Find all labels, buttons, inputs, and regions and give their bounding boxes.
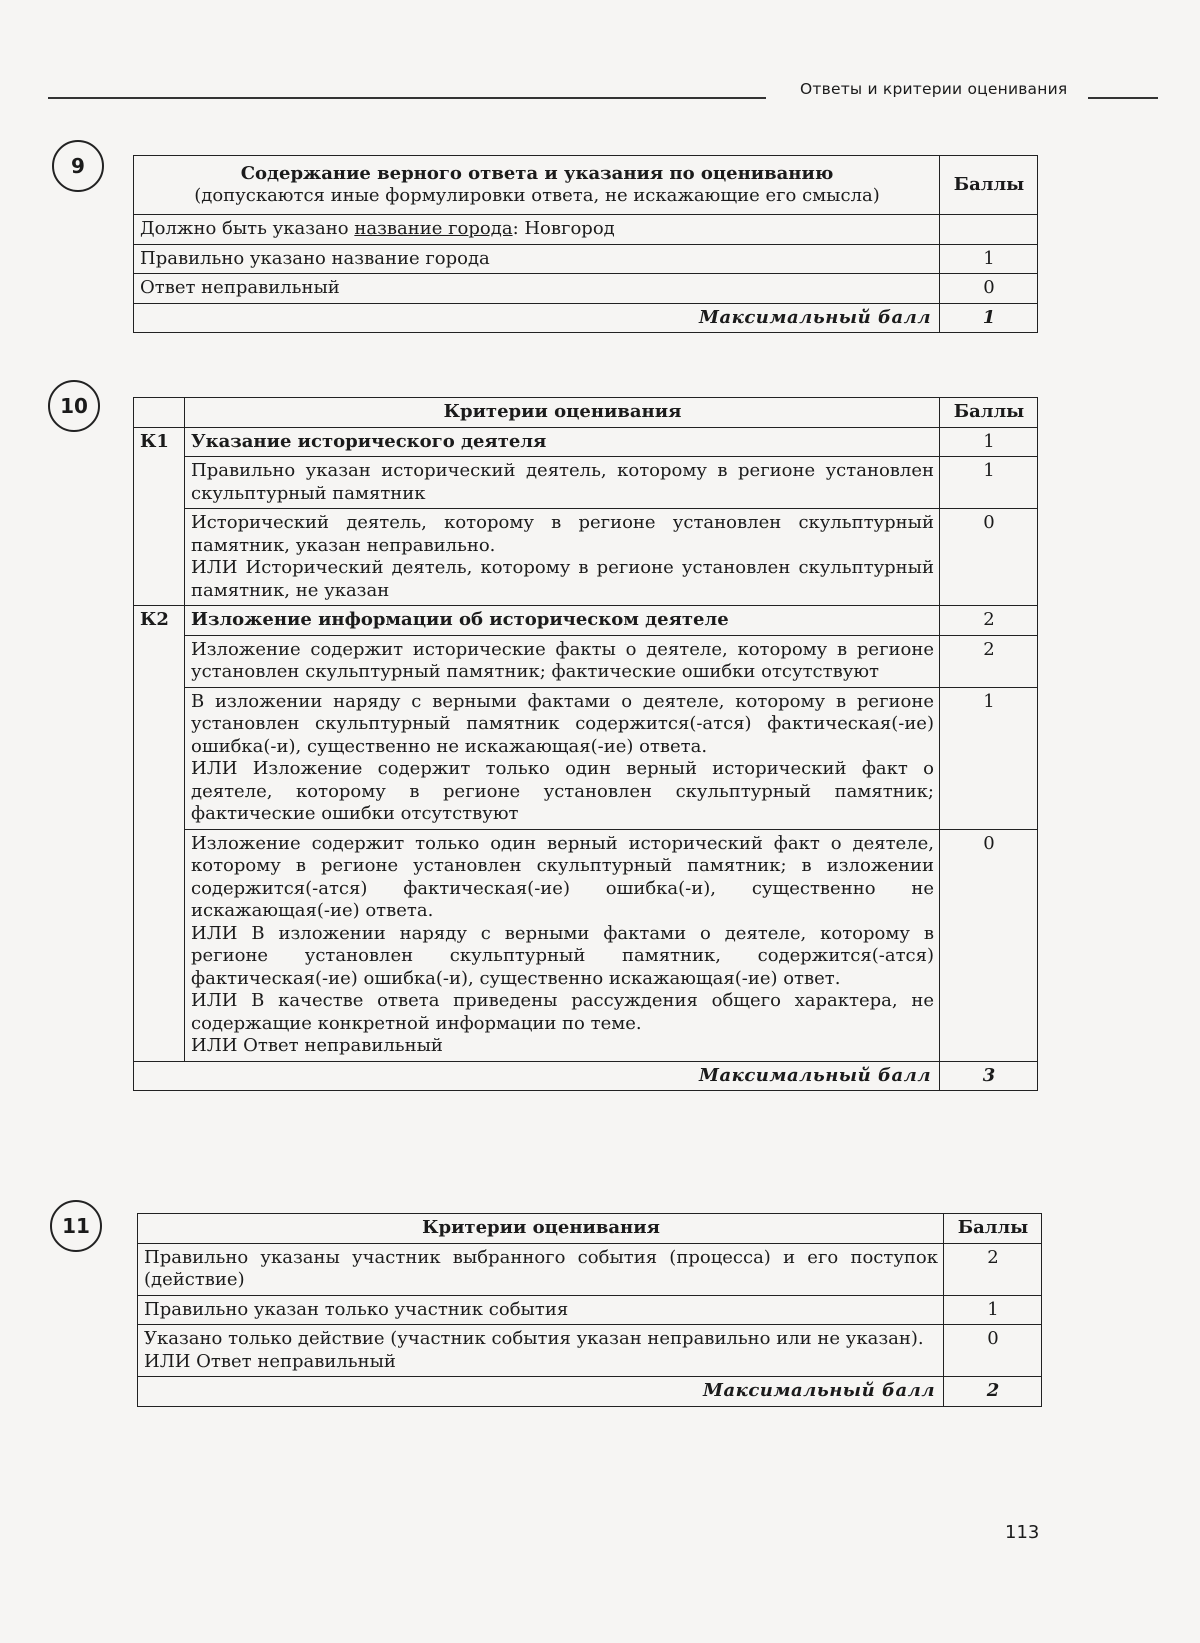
criterion-text: Правильно указано название города [134, 244, 940, 274]
content-header-line2: (допускаются иные формулировки ответа, не искажающие его смысла) [194, 185, 880, 206]
criterion-score: 1 [940, 244, 1038, 274]
task-10-table [133, 397, 1038, 1091]
criterion-score: 1 [940, 457, 1038, 509]
page-header [48, 78, 1158, 108]
criterion-score: 0 [944, 1325, 1042, 1377]
score-header: Баллы [944, 1214, 1042, 1244]
table-row [138, 1325, 1042, 1377]
criterion-text-part: Изложение содержит только один верный исторический факт о деятеле, которому в регионе установлен скульптурный памятник; в изложении содержится(-атся) фактическая(-ие) ошибка(-и), существенно не искажающая(-ие) ответа. [191, 832, 934, 921]
task-9-number: 9 [52, 140, 104, 192]
criterion-text-part: ИЛИ В изложении наряду с верными фактами о деятеле, которому в регионе установлен скульптурный памятник, содержится(-атся) фактическая(-ие) ошибка(-и), существенно искажающая(-ие) ответ. [191, 922, 934, 989]
table-header-row [134, 156, 1038, 215]
answer-cell [134, 215, 940, 245]
criterion-code-k1: К1 [134, 427, 185, 606]
max-score-value: 2 [944, 1377, 1042, 1407]
criterion-text-part: ИЛИ Ответ неправильный [144, 1350, 396, 1372]
header-rule-right [1088, 97, 1158, 99]
code-header-empty [134, 398, 185, 428]
criterion-text: Правильно указаны участник выбранного события (процесса) и его поступок (действие) [138, 1243, 944, 1295]
max-score-value: 1 [940, 303, 1038, 333]
answer-row [134, 215, 1038, 245]
answer-underlined: название города [354, 218, 513, 239]
content-header-line1: Содержание верного ответа и указания по оцениванию [240, 162, 834, 184]
max-score-row [134, 303, 1038, 333]
criterion-text-part: В изложении наряду с верными фактами о деятеле, которому в регионе установлен скульптурный памятник содержится(-атся) фактическая(-ие) ошибка(-и), существенно не искажающая(-ие) ответа. [191, 690, 934, 757]
criterion-score: 0 [940, 829, 1038, 1061]
criterion-group-row [134, 427, 1038, 457]
page-number: 113 [1005, 1522, 1040, 1543]
criterion-score: 2 [940, 635, 1038, 687]
criterion-text: Изложение содержит исторические факты о деятеле, которому в регионе установлен скульптурный памятник; фактические ошибки отсутствуют [185, 635, 940, 687]
answer-score-empty [940, 215, 1038, 245]
task-10-number: 10 [48, 380, 100, 432]
criterion-text-part: ИЛИ Ответ неправильный [191, 1035, 443, 1056]
max-score-row [138, 1377, 1042, 1407]
max-score-label: Максимальный балл [138, 1377, 944, 1407]
table-row [134, 829, 1038, 1061]
task-9-table [133, 155, 1038, 333]
criterion-group-row [134, 606, 1038, 636]
table-row [138, 1295, 1042, 1325]
criterion-text-part: ИЛИ Исторический деятель, которому в регионе установлен скульптурный памятник, не указан [191, 557, 934, 601]
max-score-label: Максимальный балл [134, 1061, 940, 1091]
criterion-code-k2: К2 [134, 606, 185, 1062]
criterion-score: 2 [944, 1243, 1042, 1295]
max-score-value: 3 [940, 1061, 1038, 1091]
table-row [138, 1243, 1042, 1295]
criterion-text-part: ИЛИ Изложение содержит только один верный исторический факт о деятеле, которому в регионе установлен скульптурный памятник; фактические ошибки отсутствуют [191, 758, 934, 824]
table-row [134, 274, 1038, 304]
table-row [134, 509, 1038, 606]
criteria-header: Критерии оценивания [185, 398, 940, 428]
criterion-text [138, 1325, 944, 1377]
header-rule-left [48, 97, 766, 99]
table-header-row [134, 398, 1038, 428]
criterion-score: 1 [940, 427, 1038, 457]
max-score-row [134, 1061, 1038, 1091]
criterion-title: Изложение информации об историческом деятеле [185, 606, 940, 636]
criterion-text-part: Исторический деятель, которому в регионе установлен скульптурный памятник, указан неправильно. [191, 512, 934, 556]
score-header: Баллы [940, 398, 1038, 428]
criteria-header: Критерии оценивания [138, 1214, 944, 1244]
score-header: Баллы [940, 156, 1038, 215]
task-11-number: 11 [50, 1200, 102, 1252]
max-score-label: Максимальный балл [134, 303, 940, 333]
table-row [134, 457, 1038, 509]
content-header [134, 156, 940, 215]
criterion-text: Правильно указан исторический деятель, которому в регионе установлен скульптурный памятник [185, 457, 940, 509]
criterion-score: 1 [940, 687, 1038, 829]
header-title: Ответы и критерии оценивания [800, 80, 1068, 98]
criterion-text [185, 509, 940, 606]
table-row [134, 687, 1038, 829]
criterion-text: Правильно указан только участник события [138, 1295, 944, 1325]
criterion-score: 2 [940, 606, 1038, 636]
criterion-text-part: Указано только действие (участник события указан неправильно или не указан). [144, 1328, 924, 1349]
table-row [134, 635, 1038, 687]
criterion-text [185, 829, 940, 1061]
criterion-score: 0 [940, 274, 1038, 304]
task-11-table [137, 1213, 1042, 1407]
criterion-title: Указание исторического деятеля [185, 427, 940, 457]
answer-suffix: : Новгород [512, 218, 615, 239]
table-row [134, 244, 1038, 274]
table-header-row [138, 1214, 1042, 1244]
criterion-text-part: ИЛИ В качестве ответа приведены рассуждения общего характера, не содержащие конкретной информации по теме. [191, 990, 934, 1034]
answer-prefix: Должно быть указано [140, 218, 355, 239]
criterion-text [185, 687, 940, 829]
criterion-text: Ответ неправильный [134, 274, 940, 304]
criterion-score: 1 [944, 1295, 1042, 1325]
criterion-score: 0 [940, 509, 1038, 606]
